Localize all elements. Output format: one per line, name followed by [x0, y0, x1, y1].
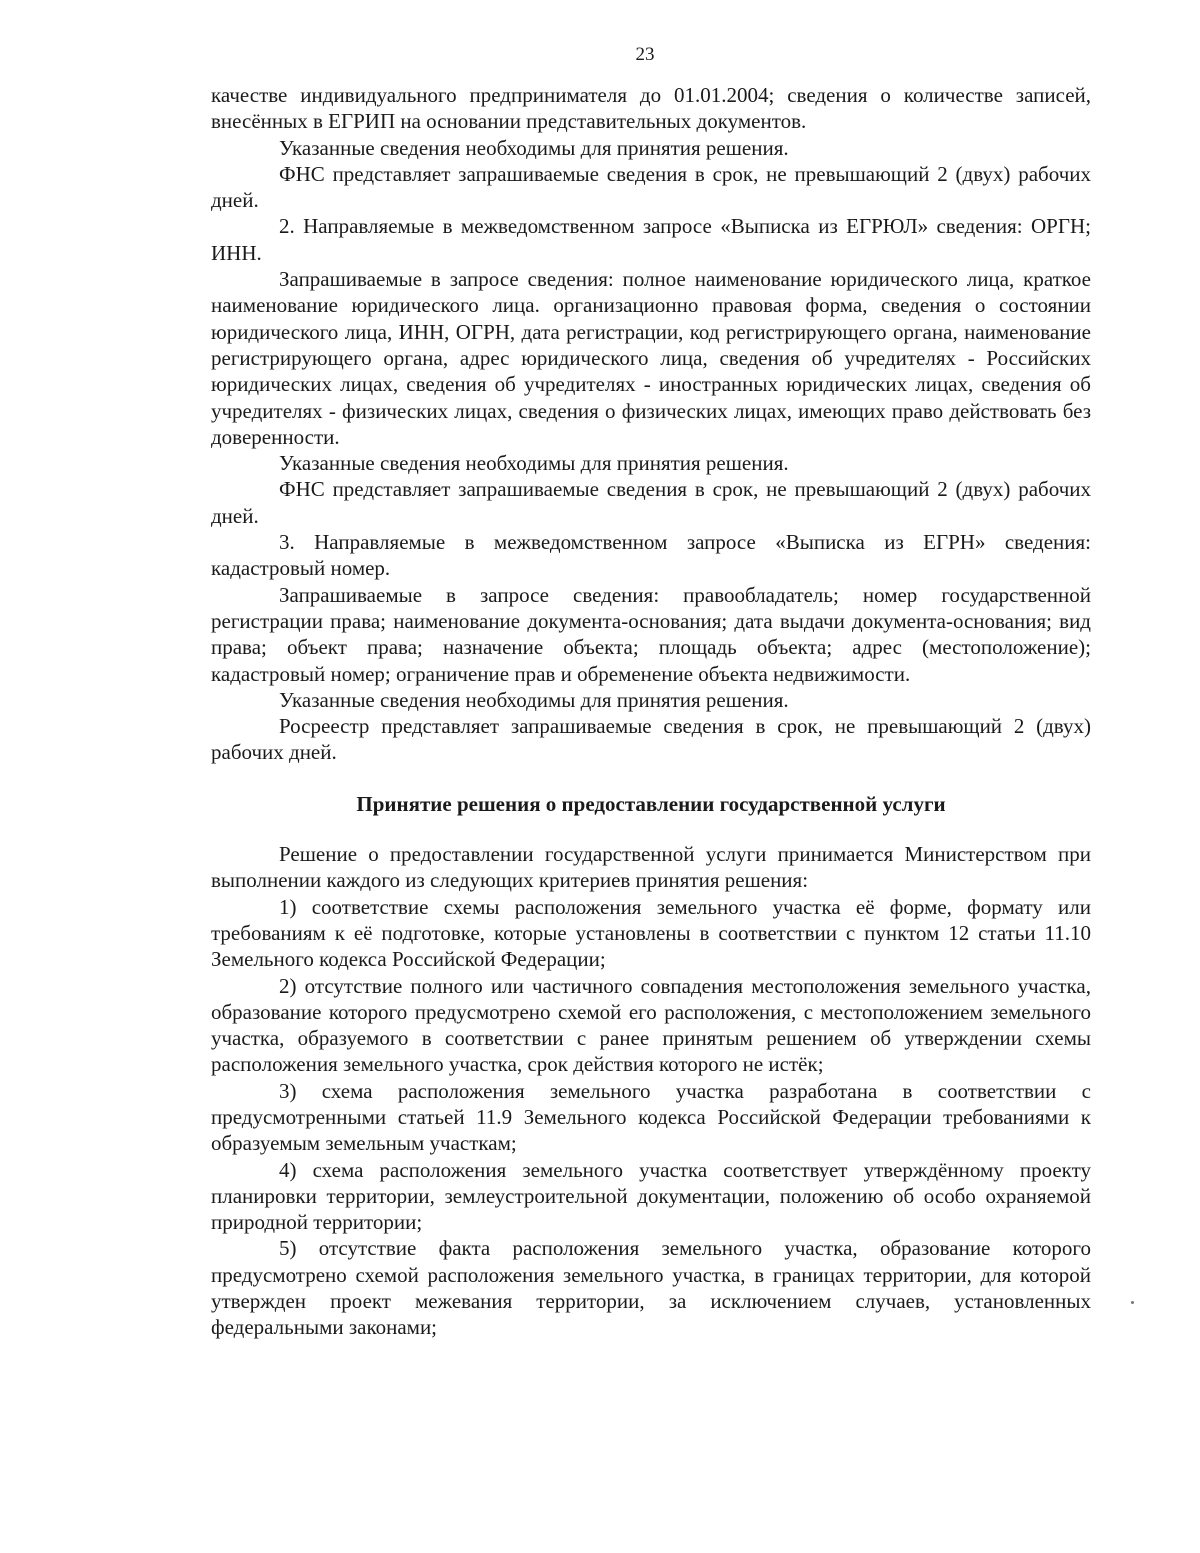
criterion-item: 1) соответствие схемы расположения земельного участка её форме, формату или требованиям к её подготовке, которые установлены в соответствии с пунктом 12 статьи 11.10 Земельного кодекса Российской Федерации; [211, 894, 1091, 972]
criterion-item: 5) отсутствие факта расположения земельного участка, образование которого предусмотрено схемой расположения земельного участка, в границах территории, для которой утвержден проект межевания территории, за исключением случаев, установленных федеральными законами; [211, 1236, 1091, 1340]
document-body [211, 82, 1091, 1341]
paragraph-continuation: качестве индивидуального предпринимателя до 01.01.2004; сведения о количестве записей, внесённых в ЕГРИП на основании представительных документов. [211, 83, 1091, 134]
paragraph: ФНС представляет запрашиваемые сведения в срок, не превышающий 2 (двух) рабочих дней. [211, 161, 1091, 213]
criterion-item: 4) схема расположения земельного участка соответствует утверждённому проекту планировки территории, землеустроительной документации, положению об особо охраняемой природной территории; [211, 1157, 1091, 1235]
paragraph: Указанные сведения необходимы для принятия решения. [279, 687, 789, 712]
section-heading: Принятие решения о предоставлении государственной услуги [356, 791, 946, 816]
paragraph: Указанные сведения необходимы для принятия решения. [279, 451, 789, 476]
paragraph: Указанные сведения необходимы для принятия решения. [279, 135, 789, 160]
paragraph: 3. Направляемые в межведомственном запросе «Выписка из ЕГРН» сведения: кадастровый номер. [211, 530, 1091, 581]
paragraph: Запрашиваемые в запросе сведения: полное наименование юридического лица, краткое наименование юридического лица. организационно правовая форма, сведения о состоянии юридического лица, ИНН, ОГРН, дата регистрации, код регистрирующего органа, наименование регистрирующего органа, адрес юридического лица, сведения об учредителях - Российских юридических лицах, сведения об учредителях - иностранных юридических лицах, сведения об учредителях - физических лицах, сведения о физических лицах, имеющих право действовать без доверенности. [211, 267, 1091, 449]
scan-speck [1131, 1301, 1134, 1304]
paragraph: Запрашиваемые в запросе сведения: правообладатель; номер государственной регистрации права; наименование документа-основания; дата выдачи документа-основания; вид права; объект права; назначение объекта; площадь объекта; адрес (местоположение); кадастровый номер; ограничение прав и обременение объекта недвижимости. [211, 582, 1091, 686]
paragraph: Росреестр представляет запрашиваемые сведения в срок, не превышающий 2 (двух) рабочих дней. [211, 714, 1091, 765]
criterion-item: 3) схема расположения земельного участка разработана в соответствии с предусмотренными статьей 11.9 Земельного кодекса Российской Федерации требованиями к образуемым земельным участкам; [211, 1078, 1091, 1156]
paragraph: 2. Направляемые в межведомственном запросе «Выписка из ЕГРЮЛ» сведения: ОРГН; ИНН. [211, 214, 1091, 265]
criterion-item: 2) отсутствие полного или частичного совпадения местоположения земельного участка, образование которого предусмотрено схемой его расположения, с местоположением земельного участка, образуемого в соответствии с ранее принятым решением об утверждении схемы расположения земельного участка, срок действия которого не истёк; [211, 973, 1091, 1077]
paragraph: Решение о предоставлении государственной услуги принимается Министерством при выполнении каждого из следующих критериев принятия решения: [211, 842, 1091, 893]
paragraph: ФНС представляет запрашиваемые сведения в срок, не превышающий 2 (двух) рабочих дней. [211, 477, 1091, 528]
page-number: 23 [635, 44, 655, 65]
